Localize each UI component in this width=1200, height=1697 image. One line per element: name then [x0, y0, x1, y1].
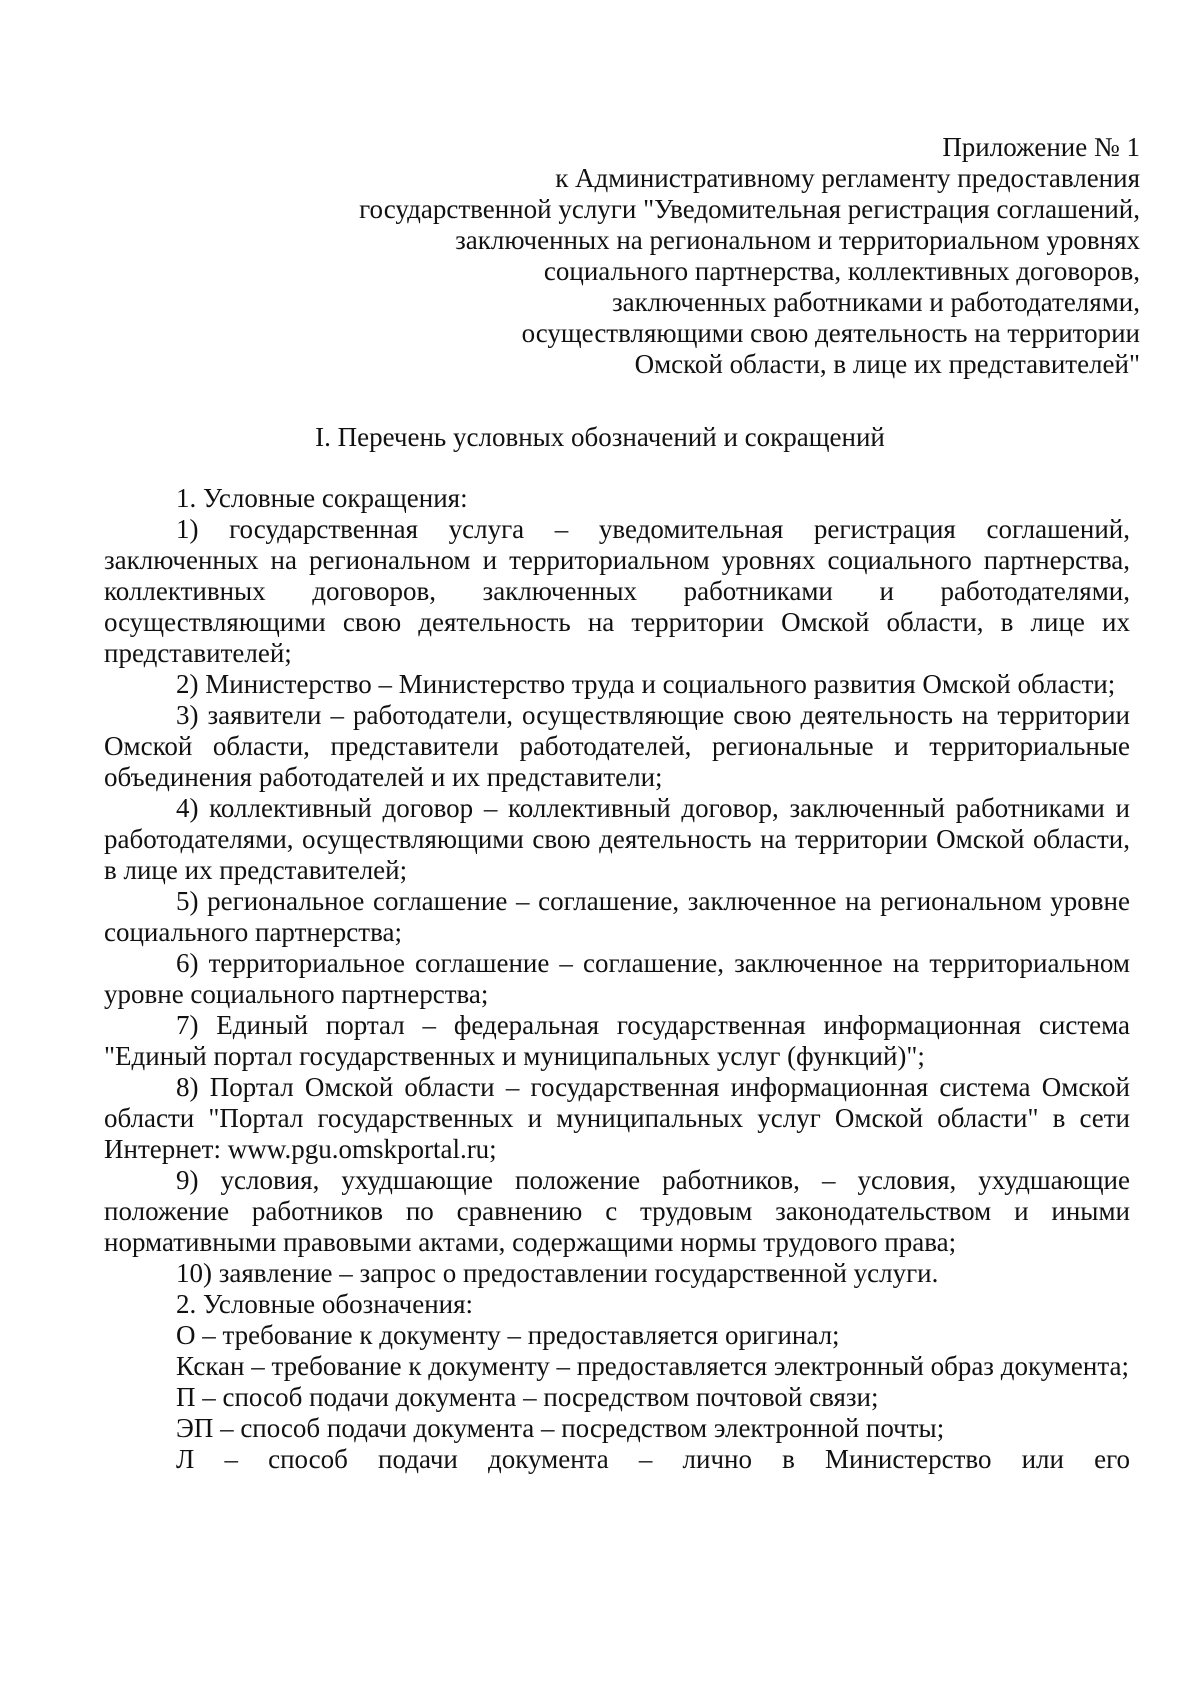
symbol-item: П – способ подачи документа – посредством почтовой связи;	[176, 1382, 879, 1412]
header-line: заключенных на региональном и территориальном уровнях	[455, 225, 1140, 255]
symbol-item: Кскан – требование к документу – предоставляется электронный образ документа;	[176, 1351, 1129, 1381]
header-line: Омской области, в лице их представителей"	[634, 349, 1140, 379]
symbol-item: О – требование к документу – предоставляется оригинал;	[176, 1320, 840, 1350]
definition-item: 4) коллективный договор – коллективный договор, заключенный работниками и работодателями, осуществляющими свою деятельность на территории Омской области, в лице их представителей;	[104, 793, 1130, 885]
symbol-item: Л – способ подачи документа – лично в Министерство или его	[176, 1444, 1130, 1474]
definition-item: 5) региональное соглашение – соглашение, заключенное на региональном уровне социального партнерства;	[104, 886, 1130, 947]
definition-item: 10) заявление – запрос о предоставлении государственной услуги.	[176, 1258, 939, 1288]
definition-item: 7) Единый портал – федеральная государственная информационная система "Единый портал государственных и муниципальных услуг (функций)";	[104, 1010, 1130, 1071]
header-line: государственной услуги "Уведомительная регистрация соглашений,	[359, 194, 1140, 224]
definition-item: 2) Министерство – Министерство труда и социального развития Омской области;	[176, 669, 1116, 699]
definition-item: 9) условия, ухудшающие положение работников, – условия, ухудшающие положение работников по сравнению с трудовым законодательством и иными нормативными правовыми актами, содержащими нормы трудового права;	[104, 1165, 1130, 1257]
header-line: заключенных работниками и работодателями,	[612, 287, 1140, 317]
definition-item: 3) заявители – работодатели, осуществляющие свою деятельность на территории Омской области, представители работодателей, региональные и территориальные объединения работодателей и их представители;	[104, 700, 1130, 792]
symbol-item: ЭП – способ подачи документа – посредством электронной почты;	[176, 1413, 945, 1443]
subsection-heading-abbreviations: 1. Условные сокращения:	[176, 483, 468, 513]
header-line: социального партнерства, коллективных договоров,	[543, 256, 1140, 286]
appendix-number: Приложение № 1	[942, 132, 1140, 162]
definition-item: 6) территориальное соглашение – соглашение, заключенное на территориальном уровне социального партнерства;	[104, 948, 1130, 1009]
appendix-header	[240, 132, 1140, 380]
section-title: I. Перечень условных обозначений и сокращений	[315, 422, 885, 452]
header-line: к Административному регламенту предоставления	[555, 163, 1140, 193]
header-line: осуществляющими свою деятельность на территории	[521, 318, 1140, 348]
definition-item: 8) Портал Омской области – государственная информационная система Омской области "Портал государственных и муниципальных услуг Омской области" в сети Интернет: www.pgu.omskportal.ru;	[104, 1072, 1130, 1164]
document-body	[104, 483, 1130, 1475]
subsection-heading-symbols: 2. Условные обозначения:	[176, 1289, 474, 1319]
definition-item: 1) государственная услуга – уведомительная регистрация соглашений, заключенных на региональном и территориальном уровнях социального партнерства, коллективных договоров, заключенных работниками и работодателями, осуществляющими свою деятельность на территории Омской области, в лице их представителей;	[104, 514, 1130, 668]
